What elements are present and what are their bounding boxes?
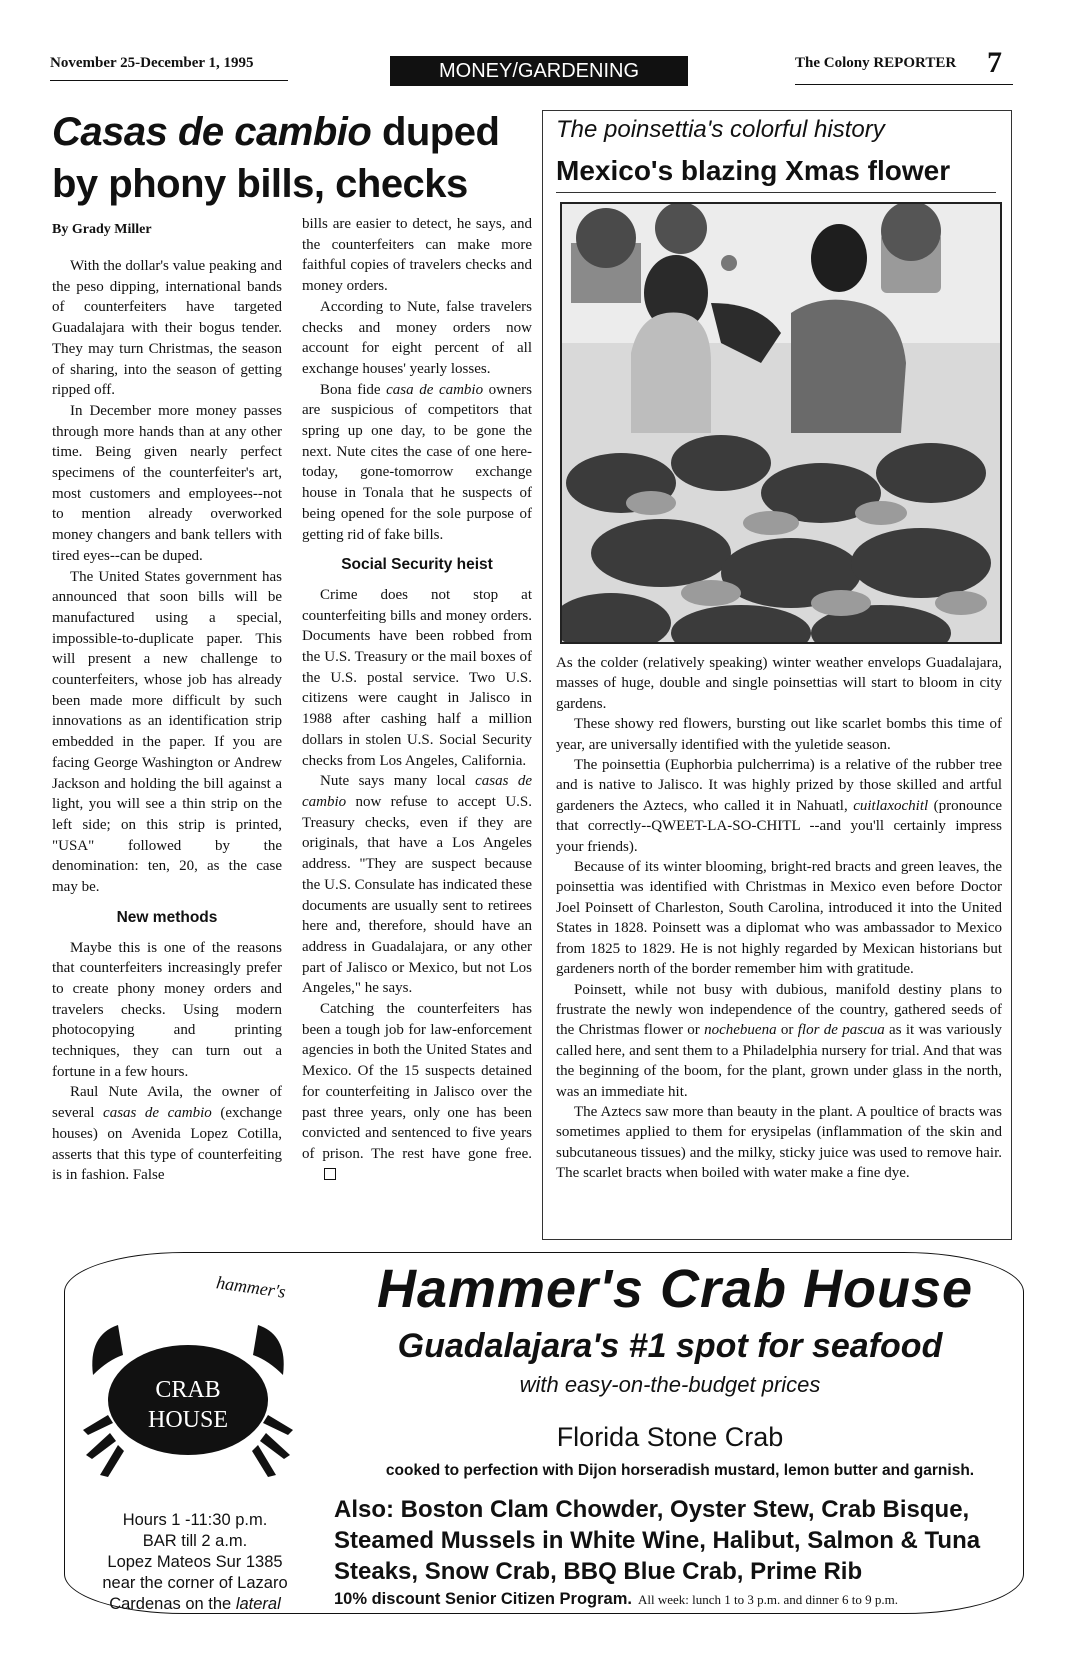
header-rule-right xyxy=(795,84,1013,85)
paragraph: Because of its winter blooming, bright-red bracts and green leaves, the poinsettia was identified with Christmas in Mexico even before Doctor Joel Poinsett of Charleston, South Carolina, introduced it into the United States in 1828. Poinsett was a diplomat who was ambassador to Mexico from 1825 to 1829. He is not highly regarded by Mexican historians but gardeners north of the border remember him with gratitude. xyxy=(556,859,1002,978)
sidebar-text xyxy=(556,653,1002,1184)
paragraph: The United States government has announced that soon bills will be manufactured using a special, impossible-to-duplicate paper. This will present a new challenge to counterfeiters, whose job has already been made more difficult by such innovations as an identification strip embedded in the paper. If you are facing George Washington or Andrew Jackson and holding the bill against a light, you will see a thin strip on the left side; on this strip is printed, "USA" followed by the denomination: ten, 20, as the case may be. xyxy=(52,568,282,896)
paragraph: Poinsett, while not busy with dubious, manifold destiny plans to frustrate the newly won independence of the country, gathered seeds of the Christmas flower or nochebuena or flor de pascua as it was variously called here, and sent them to a Philadelphia nursery for trial. And that was the beginning of the boom, for the plant, grown under glass in the north, was an immediate hit. xyxy=(556,981,1003,1100)
end-mark-icon xyxy=(324,1168,336,1180)
section-banner: MONEY/GARDENING xyxy=(390,56,688,86)
article-headline xyxy=(52,106,532,210)
issue-date: November 25-December 1, 1995 xyxy=(50,55,254,71)
sidebar-rule xyxy=(556,192,996,193)
paragraph: bills are easier to detect, he says, and the counterfeiters can make more faithful copies of travelers checks and money orders. xyxy=(302,216,532,295)
headline-line2: by phony bills, checks xyxy=(52,162,468,206)
ad-hours: Hours 1 -11:30 p.m. BAR till 2 a.m. Lopez Mateos Sur 1385 near the corner of Lazaro Cardenas on the lateral xyxy=(102,1511,288,1613)
newspaper-name: The Colony REPORTER xyxy=(795,55,957,71)
subhead-social-security: Social Security heist xyxy=(341,556,493,574)
paragraph: In December more money passes through more hands than at any other time. Being given nearly perfect specimens of the counterfeiter's art, most customers and employees--not to mention already overworked money changers and bank tellers with tired eyes--can be duped. xyxy=(52,402,282,564)
paragraph: Maybe this is one of the reasons that counterfeiters increasingly prefer to create phony money orders and travelers checks. Using modern photocopying and printing techniques, they can turn out a fortune in a few hours. xyxy=(52,939,282,1080)
ad-menu-list: Also: Boston Clam Chowder, Oyster Stew, Crab Bisque, Steamed Mussels in White Wine, Halibut, Salmon & Tuna Steaks, Snow Crab, BBQ Blue Crab, Prime Rib xyxy=(334,1496,981,1585)
paragraph: The Aztecs saw more than beauty in the plant. A poultice of bracts was sometimes applied to them for erysipelas (inflammation of the skin and subcutaneous tissues) and the milky, sticky juice was used to remove hair. The scarlet bracts when boiled with water make a fine dye. xyxy=(556,1103,1002,1182)
paragraph: According to Nute, false travelers checks and money orders now account for eight percent of all exchange houses' yearly losses. xyxy=(302,298,532,377)
paragraph: The poinsettia (Euphorbia pulcherrima) is a relative of the rubber tree and is native to Jalisco. It was highly prized by those skilled and artful gardeners the Aztecs, who called it in Nahuatl, cuitlaxochitl (pronounce that correctly--QWEET-LA-SO-CHITL --and you'll certainly impress your friends). xyxy=(556,757,1002,855)
ad-special: Florida Stone Crab xyxy=(556,1422,784,1452)
ad-restaurant-name: Hammer's Crab House xyxy=(376,1259,974,1319)
page-number: 7 xyxy=(987,46,1002,79)
paragraph: Bona fide casa de cambio owners are suspicious of competitors that spring up one day, to be gone the next. Nute cites the case of one here-today, gone-tomorrow exchange house in Tonala that he suspects of being opened for the sole purpose of getting rid of fake bills. xyxy=(302,381,533,543)
paragraph: These showy red flowers, bursting out like scarlet bombs this time of year, are universally identified with the yuletide season. xyxy=(556,716,1002,753)
sidebar-title: Mexico's blazing Xmas flower xyxy=(556,155,951,186)
paragraph: As the colder (relatively speaking) winter weather envelops Guadalajara, masses of huge, double and single poinsettias will start to bloom in city gardens. xyxy=(556,655,1002,712)
headline-italic: Casas de cambio xyxy=(52,110,372,154)
ad-subtagline: with easy-on-the-budget prices xyxy=(519,1372,821,1397)
paragraph: Nute says many local casas de cambio now refuse to accept U.S. Treasury checks, even if they are originals, that have a Los Angeles address. "They are suspect because the U.S. Consulate has indicated these documents are usually sent to retirees here and, therefore, should have an address in Guadalajara, or any other part of Jalisco or Mexico, but not Los Angeles," he says. xyxy=(302,773,532,997)
paragraph: Catching the counterfeiters has been a tough job for law-enforcement agencies in both the United States and Mexico. Of the 15 suspects detained for counterfeiting in Jalisco over the past three years, only one has been convicted and sentenced to five years of prison. The rest have gone free. xyxy=(302,999,532,1185)
paragraph: Crime does not stop at counterfeiting bills and money orders. Documents have been robbed from the U.S. Treasury or the mail boxes of the U.S. postal service. Two U.S. citizens were caught in Jalisco in 1988 after cashing half a million dollars in stolen U.S. Social Security checks from Los Angeles, California. xyxy=(302,586,532,769)
article-column-2 xyxy=(302,214,532,1185)
paragraph: Raul Nute Avila, the owner of several casas de cambio (exchange houses) on Avenida Lopez Cotilla, asserts that this type of counterfeiting is in fashion. False xyxy=(52,1084,282,1184)
ad-discount: 10% discount Senior Citizen Program. All week: lunch 1 to 3 p.m. and dinner 6 to 9 p.m. xyxy=(334,1590,898,1608)
subhead-new-methods: New methods xyxy=(116,908,218,926)
logo-script: hammer's xyxy=(215,1272,287,1302)
sidebar-kicker: The poinsettia's colorful history xyxy=(556,116,885,143)
header-rule-left xyxy=(50,80,288,81)
crab-logo-icon xyxy=(78,1305,298,1480)
logo-word-house: HOUSE xyxy=(147,1407,229,1433)
byline: By Grady Miller xyxy=(52,222,152,237)
ad-special-description: cooked to perfection with Dijon horseradish mustard, lemon butter and garnish. xyxy=(385,1462,975,1479)
logo-word-crab: CRAB xyxy=(155,1377,221,1403)
article-column-1 xyxy=(52,256,282,1186)
poinsettia-photo xyxy=(560,202,1002,644)
headline-rest: duped xyxy=(371,110,500,154)
paragraph: With the dollar's value peaking and the peso dipping, international bands of counterfeiters have targeted Guadalajara with their bogus tender. They may turn Christmas, the season of sharing, into the season of getting ripped off. xyxy=(52,258,282,399)
ad-weekly-hours: All week: lunch 1 to 3 p.m. and dinner 6 to 9 p.m. xyxy=(637,1592,898,1607)
ad-tagline: Guadalajara's #1 spot for seafood xyxy=(397,1327,943,1365)
